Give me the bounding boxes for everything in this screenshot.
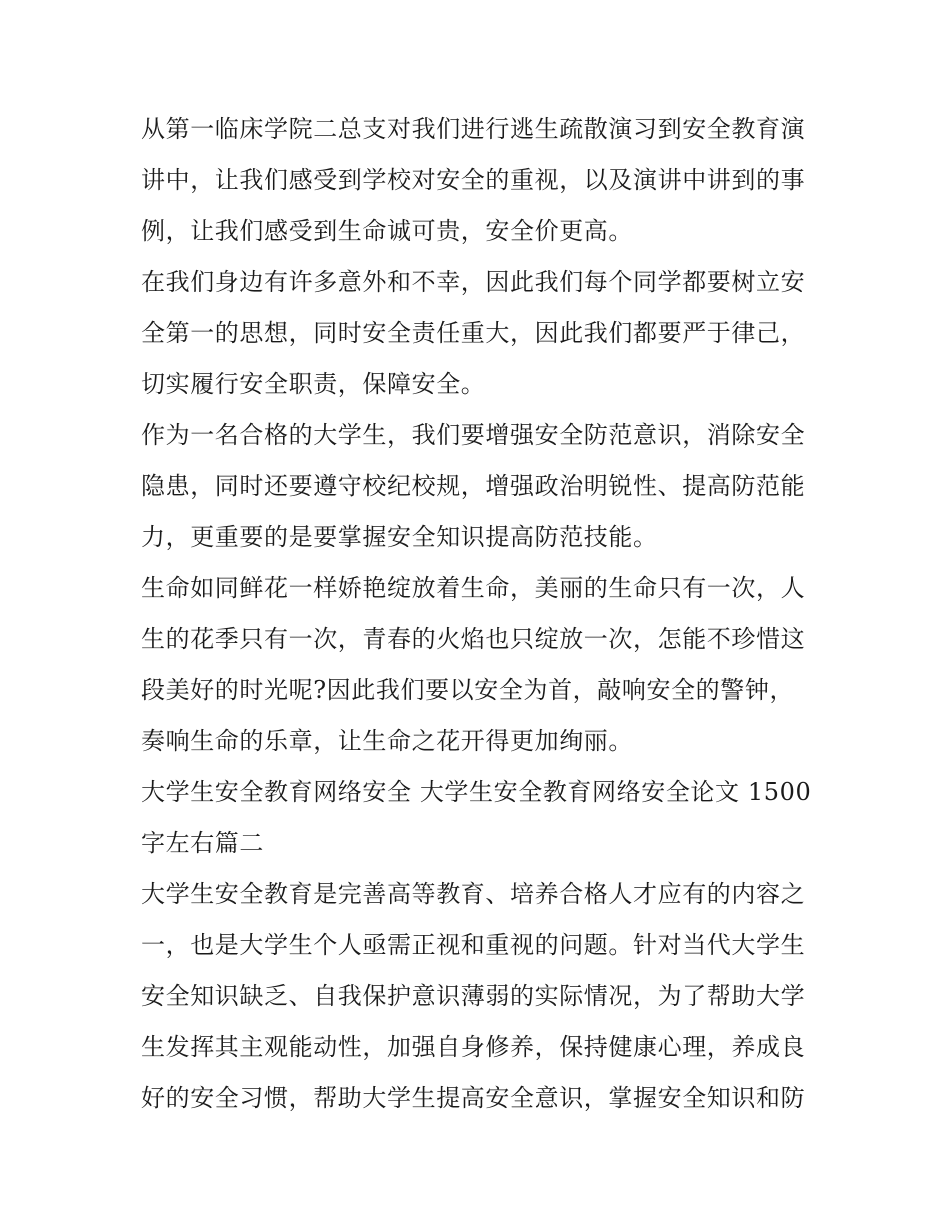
text-line: 奏响生命的乐章，让生命之花开得更加绚丽。 <box>141 727 633 755</box>
section-heading-line: 字左右篇二 <box>141 829 264 857</box>
document-body <box>141 104 821 1124</box>
text-line: 生命如同鲜花一样娇艳绽放着生命，美丽的生命只有一次，人 <box>141 574 806 602</box>
text-line: 作为一名合格的大学生，我们要增强安全防范意识，消除安全 <box>141 421 806 449</box>
text-line: 从第一临床学院二总支对我们进行逃生疏散演习到安全教育演 <box>141 115 806 143</box>
text-line: 大学生安全教育是完善高等教育、培养合格人才应有的内容之 <box>141 880 806 908</box>
text-line: 好的安全习惯，帮助大学生提高安全意识，掌握安全知识和防 <box>141 1084 806 1112</box>
text-line: 在我们身边有许多意外和不幸，因此我们每个同学都要树立安 <box>141 268 806 296</box>
text-line: 隐患，同时还要遵守校纪校规，增强政治明锐性、提高防范能 <box>141 472 806 500</box>
text-line: 全第一的思想，同时安全责任重大，因此我们都要严于律己， <box>141 319 806 347</box>
text-line: 生的花季只有一次，青春的火焰也只绽放一次，怎能不珍惜这 <box>141 625 806 653</box>
text-line: 讲中，让我们感受到学校对安全的重视，以及演讲中讲到的事 <box>141 166 806 194</box>
text-line: 段美好的时光呢?因此我们要以安全为首，敲响安全的警钟， <box>141 676 795 704</box>
text-line: 一，也是大学生个人亟需正视和重视的问题。针对当代大学生 <box>141 931 806 959</box>
section-heading-line: 大学生安全教育网络安全 大学生安全教育网络安全论文 1500 <box>141 778 812 806</box>
text-line: 安全知识缺乏、自我保护意识薄弱的实际情况，为了帮助大学 <box>141 982 806 1010</box>
text-line: 例，让我们感受到生命诚可贵，安全价更高。 <box>141 217 633 245</box>
text-line: 生发挥其主观能动性，加强自身修养，保持健康心理，养成良 <box>141 1033 806 1061</box>
text-line: 切实履行安全职责，保障安全。 <box>141 370 486 398</box>
text-line: 力，更重要的是要掌握安全知识提高防范技能。 <box>141 523 658 551</box>
